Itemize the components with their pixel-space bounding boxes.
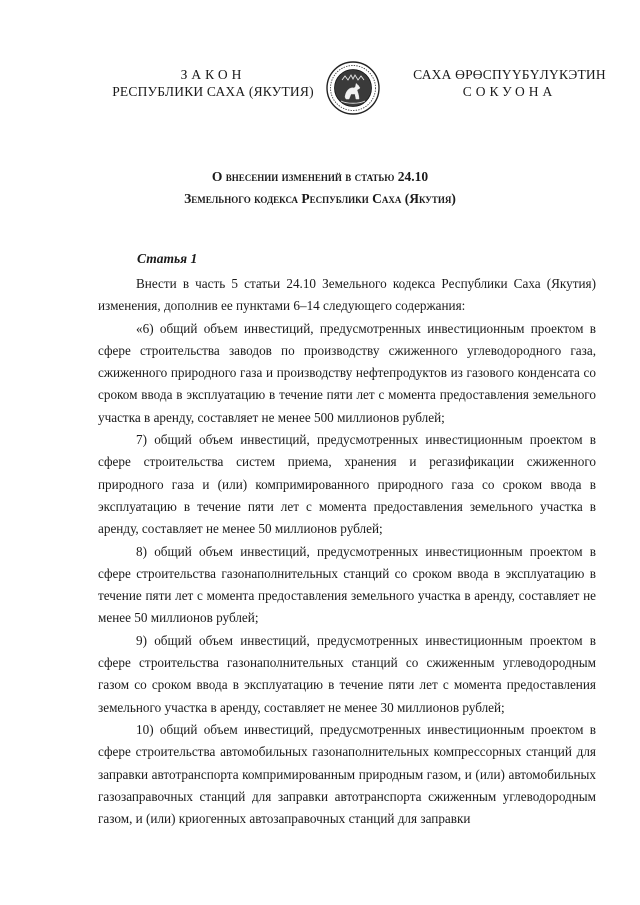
header-republic-name-sakha: САХА ӨРӨСПҮҮБҮЛҮКЭТИН	[413, 67, 606, 82]
article-paragraph: «6) общий объем инвестиций, предусмотренных инвестиционным проектом в сфере строительства заводов по производству сжиженного углеводородного газа, сжиженного природного газа и производству нефтепродуктов из газового конденсата со сроком ввода в эксплуатацию в течение пяти лет с момента предоставления земельного участка в аренду, составляет не менее 500 миллионов рублей;	[98, 320, 596, 425]
article-paragraph: 9) общий объем инвестиций, предусмотренных инвестиционным проектом в сфере строительства газонаполнительных станций со сжиженным углеводородным газом со сроком ввода в эксплуатацию в течение пяти лет с момента предоставления земельного участка в аренду, составляет не менее 30 миллионов рублей;	[98, 632, 596, 715]
document-title-line-1: О внесении изменений в статью 24.10	[211, 169, 429, 184]
header-law-word: ЗАКОН	[180, 67, 246, 82]
article-paragraph: 7) общий объем инвестиций, предусмотренных инвестиционным проектом в сфере строительства систем приема, хранения и регазификации сжиженного природного газа и (или) компримированного природного газа со сроком ввода в эксплуатацию в течение пяти лет с момента предоставления земельного участка в аренду, составляет не менее 50 миллионов рублей;	[98, 432, 596, 537]
article-body	[98, 273, 596, 830]
coat-of-arms-sakha-icon	[325, 60, 381, 116]
document-title-line-2: Земельного кодекса Республики Саха (Якутия)	[184, 191, 456, 206]
header-law-word-sakha: СОКУОНА	[462, 84, 557, 99]
article-paragraph: 8) общий объем инвестиций, предусмотренных инвестиционным проектом в сфере строительства газонаполнительных станций со сроком ввода в эксплуатацию в течение пяти лет с момента предоставления земельного участка в аренду, составляет не менее 50 миллионов рублей;	[98, 543, 596, 626]
article-paragraph: Внести в часть 5 статьи 24.10 Земельного кодекса Республики Саха (Якутия) изменения, дополнив ее пунктами 6–14 следующего содержания:	[98, 276, 596, 314]
header-republic-name: РЕСПУБЛИКИ САХА (ЯКУТИЯ)	[112, 84, 314, 99]
header-left	[108, 66, 318, 100]
article-heading: Статья 1	[137, 251, 198, 266]
header-right	[402, 66, 617, 100]
article-paragraph: 10) общий объем инвестиций, предусмотренных инвестиционным проектом в сфере строительства автомобильных газонаполнительных компрессорных станций для заправки автотранспорта компримированным природным газом, и (или) автомобильных газозаправочных станций для заправки автотранспорта сжиженным углеводородным газом, и (или) криогенных автозаправочных станций для заправки	[98, 721, 596, 827]
